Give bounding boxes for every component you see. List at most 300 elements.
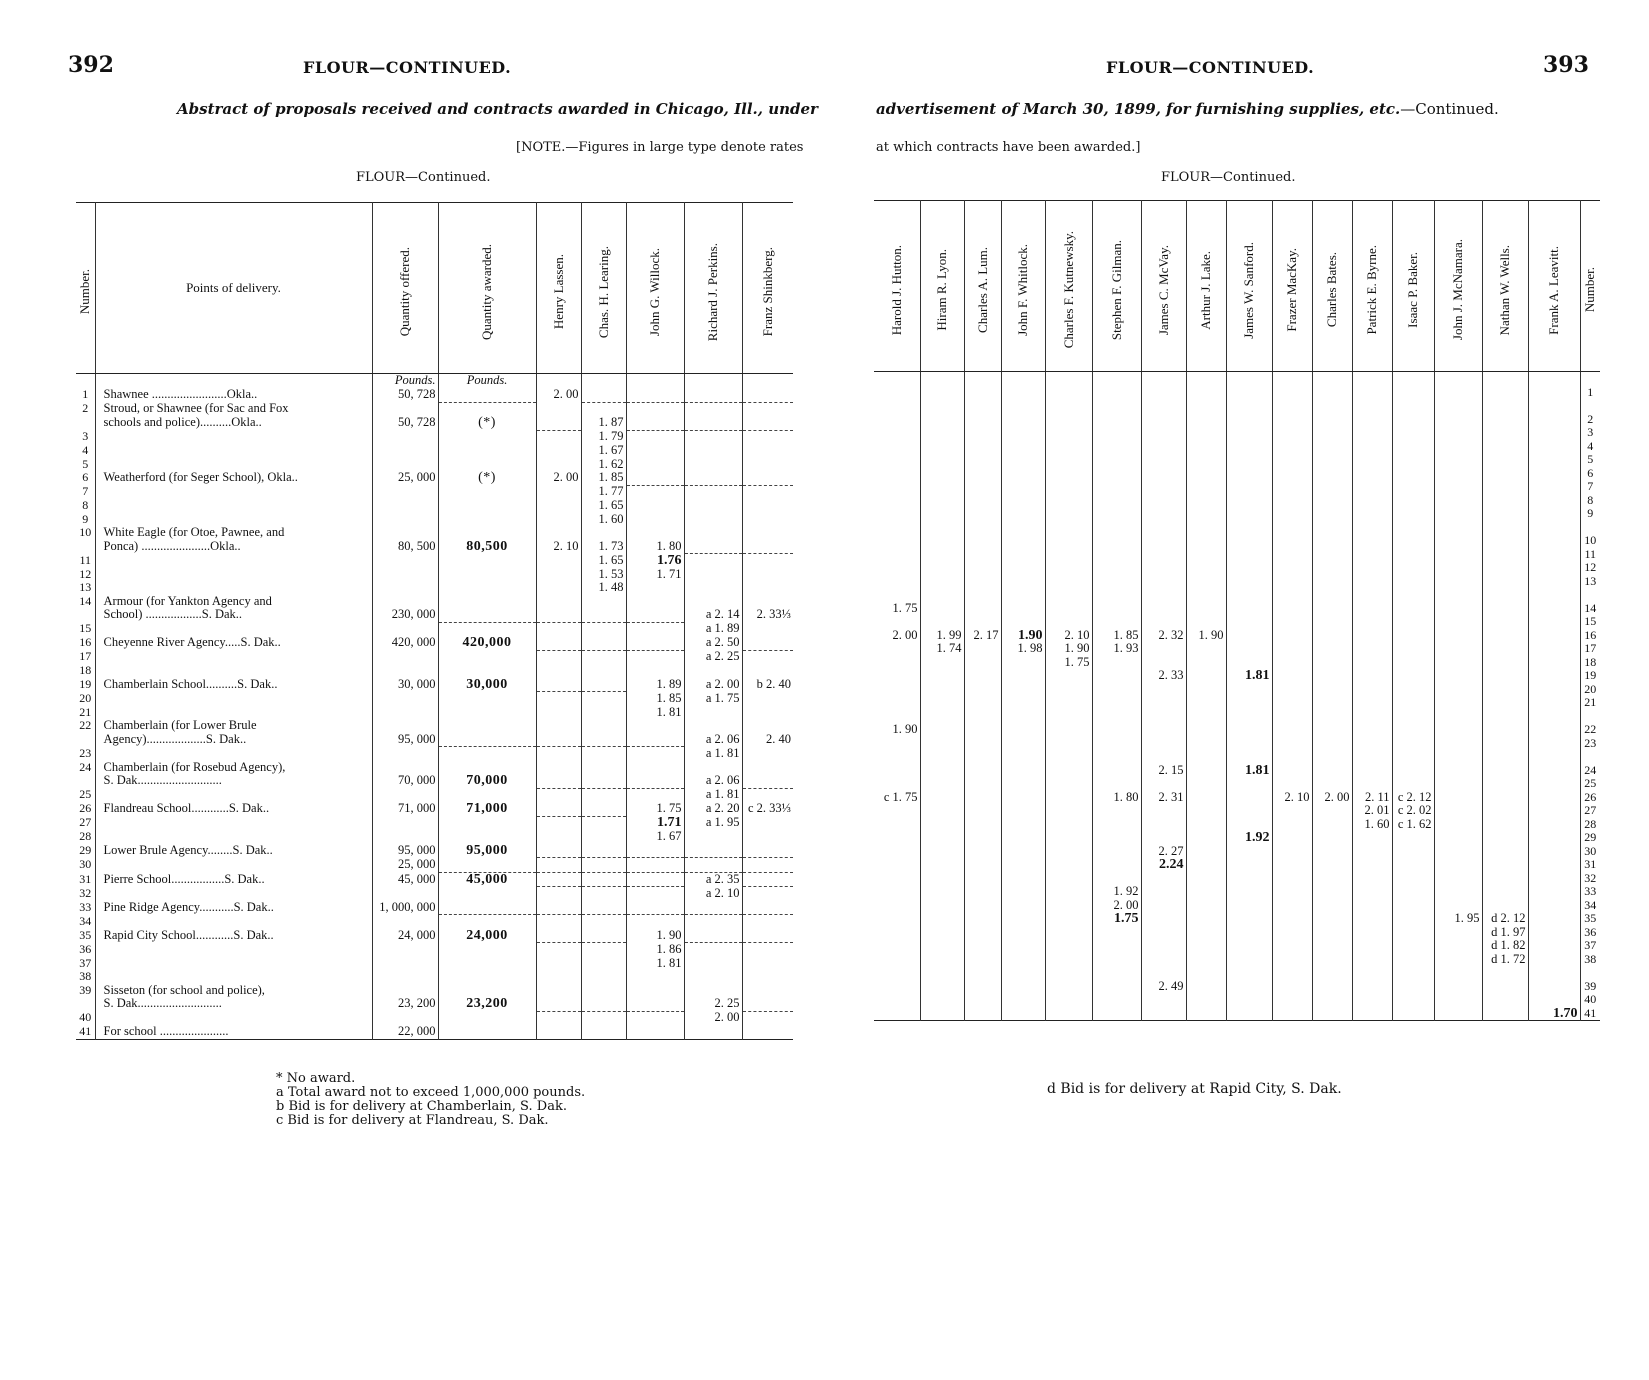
quantity-awarded (438, 788, 536, 802)
bid-cell (874, 845, 920, 859)
bid-cell (1226, 1007, 1272, 1021)
bid-cell (920, 656, 964, 670)
bid-cell: c 1. 75 (883, 790, 918, 804)
bid-learing (581, 830, 626, 844)
bid-shinkberg (742, 1011, 793, 1025)
bid-cell (1482, 467, 1528, 481)
delivery-point: Flandreau School............S. Dak.. (95, 802, 372, 816)
bid-cell (1186, 480, 1226, 494)
right-col-header-text: Frazer MacKay. (1284, 248, 1299, 332)
table-row (874, 899, 1600, 913)
bid-cell (1392, 885, 1434, 899)
bid-cell: d 1. 72 (1482, 953, 1528, 967)
bid-cell (1272, 872, 1312, 886)
bid-shinkberg (742, 887, 793, 901)
bid-cell (1352, 413, 1392, 427)
bid-cell (1392, 966, 1434, 980)
bid-cell (1528, 872, 1580, 886)
bid-cell (1092, 480, 1141, 494)
table-row (874, 399, 1600, 413)
bid-cell (1226, 561, 1272, 575)
bid-shinkberg: 2. 40 (742, 733, 793, 747)
bid-cell (920, 602, 964, 616)
bid-cell (1434, 791, 1482, 805)
bid-perkins (684, 499, 742, 513)
bid-cell (1352, 656, 1392, 670)
right-bids-table (874, 200, 1600, 1021)
bid-cell (1352, 872, 1392, 886)
bid-cell (1528, 534, 1580, 548)
bid-cell (1392, 872, 1434, 886)
bid-cell (1528, 696, 1580, 710)
bid-cell (1312, 858, 1352, 872)
quantity-offered: 45, 000 (372, 872, 438, 887)
bid-lassen (536, 678, 581, 692)
bid-cell (1141, 818, 1186, 832)
bid-perkins (684, 915, 742, 929)
bid-learing (581, 872, 626, 887)
row-number (1580, 521, 1600, 535)
bid-cell (874, 804, 920, 818)
bid-perkins: a 2. 25 (684, 650, 742, 664)
bid-cell: d 1. 97 (1482, 926, 1528, 940)
bid-shinkberg (742, 774, 793, 788)
bid-willock: 1. 86 (626, 943, 684, 957)
bid-cell (1482, 737, 1528, 751)
bid-learing (581, 929, 626, 943)
bid-cell (920, 899, 964, 913)
table-row (76, 1025, 793, 1039)
bid-lassen (536, 997, 581, 1011)
bid-shinkberg (742, 513, 793, 527)
table-row (874, 831, 1600, 845)
bid-cell (1186, 494, 1226, 508)
delivery-point (95, 513, 372, 527)
bid-cell (1141, 831, 1186, 845)
bid-cell (1226, 413, 1272, 427)
bid-cell (1482, 872, 1528, 886)
bid-lassen (536, 816, 581, 830)
bid-cell (1001, 818, 1045, 832)
bid-cell (1434, 737, 1482, 751)
bid-cell: 2. 10 (1045, 629, 1092, 643)
bid-lassen (536, 581, 581, 595)
bid-cell (1392, 939, 1434, 953)
right-col-header (1482, 201, 1528, 372)
bid-cell (964, 683, 1001, 697)
table-row (874, 750, 1600, 764)
right-col-header (964, 201, 1001, 372)
right-footnote: d Bid is for delivery at Rapid City, S. Dak. (1047, 1081, 1342, 1097)
bid-cell (1226, 777, 1272, 791)
left-page-number: 392 (68, 52, 114, 78)
bid-cell (874, 872, 920, 886)
table-row (76, 858, 793, 873)
bid-shinkberg (742, 664, 793, 678)
bid-cell (1392, 480, 1434, 494)
bid-cell (1045, 818, 1092, 832)
bid-perkins: a 1. 95 (684, 816, 742, 830)
delivery-point: Pierre School.................S. Dak.. (95, 872, 372, 887)
row-number (1580, 372, 1600, 386)
bid-cell (1045, 980, 1092, 994)
bid-cell (1226, 615, 1272, 629)
bid-cell (1001, 467, 1045, 481)
delivery-point (95, 858, 372, 873)
bid-shinkberg: c 2. 33⅓ (742, 802, 793, 816)
bid-learing (581, 997, 626, 1011)
bid-perkins: 2. 00 (684, 1011, 742, 1025)
table-row (76, 844, 793, 858)
bid-cell (1045, 831, 1092, 845)
bid-cell (1001, 939, 1045, 953)
right-col-header (920, 201, 964, 372)
table-row (76, 733, 793, 747)
bid-perkins: a 2. 20 (684, 802, 742, 816)
right-col-header-text: Arthur J. Lake. (1198, 250, 1213, 330)
delivery-point (95, 943, 372, 957)
bid-perkins: a 2. 06 (684, 733, 742, 747)
bid-cell (1186, 575, 1226, 589)
right-col-header (874, 201, 920, 372)
bid-cell (1092, 386, 1141, 400)
bid-cell (964, 993, 1001, 1007)
row-number: 6 (1580, 467, 1600, 481)
bid-cell (920, 440, 964, 454)
delivery-point: S. Dak........................... (95, 997, 372, 1011)
table-row (76, 444, 793, 458)
bid-willock (626, 872, 684, 887)
bid-cell (1001, 777, 1045, 791)
bid-willock (626, 402, 684, 416)
bid-cell (1352, 737, 1392, 751)
bid-cell (1186, 737, 1226, 751)
row-number: 15 (1580, 615, 1600, 629)
bid-cell (1434, 966, 1482, 980)
row-number: 21 (79, 705, 92, 719)
bid-cell (1272, 710, 1312, 724)
bid-cell (964, 575, 1001, 589)
right-col-header-text: Frank A. Leavitt. (1546, 245, 1561, 335)
bid-cell (1482, 764, 1528, 778)
bid-cell (1482, 602, 1528, 616)
bid-cell (1186, 588, 1226, 602)
row-number: 28 (1580, 818, 1600, 832)
bid-cell: 1. 99 (920, 629, 964, 643)
bid-perkins: a 2. 50 (684, 636, 742, 650)
row-number: 33 (79, 900, 92, 914)
bid-cell (1045, 696, 1092, 710)
bid-cell (1001, 399, 1045, 413)
delivery-point (95, 816, 372, 830)
bid-cell (1272, 1007, 1312, 1021)
right-col-header (1312, 201, 1352, 372)
table-row (76, 416, 793, 430)
bid-cell (1272, 953, 1312, 967)
bid-cell (1312, 453, 1352, 467)
bid-cell (964, 669, 1001, 683)
bid-cell (1528, 480, 1580, 494)
bid-cell (964, 588, 1001, 602)
table-row (874, 696, 1600, 710)
bid-cell (1482, 534, 1528, 548)
bid-cell (1092, 858, 1141, 872)
bid-perkins: a 2. 00 (684, 678, 742, 692)
row-number: 14 (1580, 602, 1600, 616)
bid-shinkberg (742, 970, 793, 984)
bid-cell (964, 710, 1001, 724)
bid-cell (1482, 507, 1528, 521)
bid-cell (874, 386, 920, 400)
bid-cell (1092, 399, 1141, 413)
bid-cell (1482, 656, 1528, 670)
bid-cell (964, 413, 1001, 427)
bid-perkins (684, 858, 742, 873)
bid-perkins: a 1. 81 (684, 788, 742, 802)
bid-cell (1092, 372, 1141, 386)
left-col-header (581, 203, 626, 374)
bid-willock (626, 1011, 684, 1025)
delivery-point (95, 430, 372, 444)
row-number (76, 774, 95, 788)
bid-cell (964, 548, 1001, 562)
bid-cell (1226, 534, 1272, 548)
bid-cell (1186, 723, 1226, 737)
bid-cell (1528, 980, 1580, 994)
bid-cell (1482, 575, 1528, 589)
right-col-header-text: Hiram R. Lyon. (934, 249, 949, 331)
bid-cell (1092, 588, 1141, 602)
bid-cell (1141, 696, 1186, 710)
bid-cell (1352, 386, 1392, 400)
table-row (874, 737, 1600, 751)
bid-cell (1001, 1007, 1045, 1021)
bid-cell (964, 939, 1001, 953)
bid-cell (1482, 791, 1528, 805)
bid-lassen (536, 444, 581, 458)
bid-cell (874, 561, 920, 575)
bid-cell (1092, 737, 1141, 751)
bid-cell (1272, 683, 1312, 697)
bid-shinkberg (742, 388, 793, 402)
left-col-header (626, 203, 684, 374)
bid-cell: 2. 01 (1352, 804, 1392, 818)
bid-cell (1141, 885, 1186, 899)
bid-cell (1392, 899, 1434, 913)
bid-cell (1092, 696, 1141, 710)
bid-cell (1434, 926, 1482, 940)
bid-willock (626, 622, 684, 636)
bid-cell (1186, 791, 1226, 805)
bid-cell (1352, 440, 1392, 454)
quantity-offered (372, 984, 438, 998)
bid-cell (1186, 710, 1226, 724)
bid-cell (1226, 710, 1272, 724)
bid-cell (1092, 669, 1141, 683)
bid-cell (1312, 683, 1352, 697)
bid-cell (1392, 440, 1434, 454)
bid-cell (874, 372, 920, 386)
bid-cell (1528, 426, 1580, 440)
table-row (874, 480, 1600, 494)
row-number: 4 (82, 444, 89, 457)
bid-cell (1312, 777, 1352, 791)
bid-cell (1226, 750, 1272, 764)
bid-cell (1528, 602, 1580, 616)
bid-cell (1045, 588, 1092, 602)
bid-perkins (684, 402, 742, 416)
bid-willock (626, 636, 684, 650)
quantity-awarded (438, 984, 536, 998)
bid-cell (964, 750, 1001, 764)
bid-shinkberg (742, 816, 793, 830)
bid-willock (626, 608, 684, 622)
bid-cell (1001, 912, 1045, 926)
bid-cell (1528, 642, 1580, 656)
bid-cell (920, 926, 964, 940)
bid-cell (1141, 656, 1186, 670)
bid-willock (626, 554, 684, 568)
bid-cell (1392, 710, 1434, 724)
delivery-point (95, 970, 372, 984)
quantity-awarded (438, 706, 536, 720)
bid-cell (1272, 993, 1312, 1007)
right-section-title: FLOUR—Continued. (1161, 170, 1296, 185)
bid-cell (1045, 615, 1092, 629)
bid-learing (581, 984, 626, 998)
bid-cell (920, 939, 964, 953)
bid-cell (1141, 480, 1186, 494)
delivery-point: Chamberlain (for Lower Brule (95, 719, 372, 733)
units-cell (95, 374, 372, 389)
delivery-point: Lower Brule Agency........S. Dak.. (95, 844, 372, 858)
bid-learing (581, 761, 626, 775)
delivery-point (95, 622, 372, 636)
bid-cell (1226, 642, 1272, 656)
bid-cell (1186, 939, 1226, 953)
table-row (874, 723, 1600, 737)
bid-willock (626, 997, 684, 1011)
table-row (874, 453, 1600, 467)
table-row (76, 984, 793, 998)
bid-lassen (536, 458, 581, 472)
bid-cell (1392, 737, 1434, 751)
bid-cell (964, 777, 1001, 791)
bid-cell (964, 696, 1001, 710)
row-number: 6 (82, 471, 89, 485)
bid-cell (1045, 602, 1092, 616)
bid-cell (1141, 939, 1186, 953)
bid-perkins (684, 830, 742, 844)
bid-cell (1141, 494, 1186, 508)
bid-cell (1482, 804, 1528, 818)
left-col-header-text: John G. Willock. (647, 247, 662, 337)
bid-lassen (536, 747, 581, 761)
table-row (874, 629, 1600, 643)
table-row (874, 426, 1600, 440)
bid-cell (874, 764, 920, 778)
quantity-awarded (438, 733, 536, 747)
bid-cell (1528, 575, 1580, 589)
awarded-rate: 2.24 (1159, 858, 1184, 872)
bid-willock (626, 915, 684, 929)
quantity-awarded: 95,000 (438, 844, 536, 858)
bid-cell (1528, 521, 1580, 535)
row-number: 24 (79, 760, 92, 774)
bid-lassen (536, 943, 581, 957)
bid-cell (1092, 426, 1141, 440)
bid-cell (1312, 399, 1352, 413)
bid-cell (1434, 723, 1482, 737)
bid-cell (1528, 710, 1580, 724)
row-number: 22 (79, 719, 92, 732)
bid-cell (1045, 710, 1092, 724)
row-number: 30 (79, 857, 92, 871)
bid-cell (1092, 845, 1141, 859)
bid-cell (1392, 696, 1434, 710)
row-number: 17 (1580, 642, 1600, 656)
bid-cell (1272, 588, 1312, 602)
bid-shinkberg (742, 915, 793, 929)
footnote-b: b Bid is for delivery at Chamberlain, S. Dak. (276, 1099, 567, 1114)
bid-cell (1141, 993, 1186, 1007)
quantity-offered (372, 430, 438, 444)
row-number (1580, 588, 1600, 602)
quantity-offered: 71, 000 (372, 802, 438, 816)
bid-cell (1528, 764, 1580, 778)
bid-cell (874, 899, 920, 913)
bid-learing (581, 816, 626, 830)
bid-cell (964, 386, 1001, 400)
bid-cell (920, 494, 964, 508)
bid-cell (920, 426, 964, 440)
bid-cell (1352, 575, 1392, 589)
awarded-rate: 1.81 (1245, 669, 1270, 683)
bid-cell (1392, 669, 1434, 683)
units-cell (536, 374, 581, 389)
bid-cell (1272, 507, 1312, 521)
bid-cell: 2. 32 (1141, 629, 1186, 643)
bid-cell (1352, 521, 1392, 535)
row-number: 20 (1580, 683, 1600, 697)
bid-cell (1434, 696, 1482, 710)
bid-perkins: a 2. 06 (684, 774, 742, 788)
bid-shinkberg (742, 957, 793, 971)
bid-cell (1045, 507, 1092, 521)
bid-cell (1272, 642, 1312, 656)
bid-cell (1352, 980, 1392, 994)
quantity-awarded (438, 858, 536, 873)
bid-cell (1434, 845, 1482, 859)
bid-cell (1352, 831, 1392, 845)
delivery-point: Chamberlain (for Rosebud Agency), (95, 761, 372, 775)
table-row (874, 710, 1600, 724)
bid-cell (1141, 966, 1186, 980)
bid-learing (581, 1011, 626, 1025)
bid-cell (1312, 372, 1352, 386)
bid-cell (1482, 453, 1528, 467)
row-number: 38 (1580, 953, 1600, 967)
quantity-awarded (438, 568, 536, 582)
delivery-point (95, 581, 372, 595)
quantity-awarded (438, 747, 536, 761)
bid-cell (1001, 899, 1045, 913)
bid-perkins (684, 957, 742, 971)
bid-cell (1186, 872, 1226, 886)
bid-cell (1434, 615, 1482, 629)
bid-cell (1312, 980, 1352, 994)
bid-cell (1352, 372, 1392, 386)
